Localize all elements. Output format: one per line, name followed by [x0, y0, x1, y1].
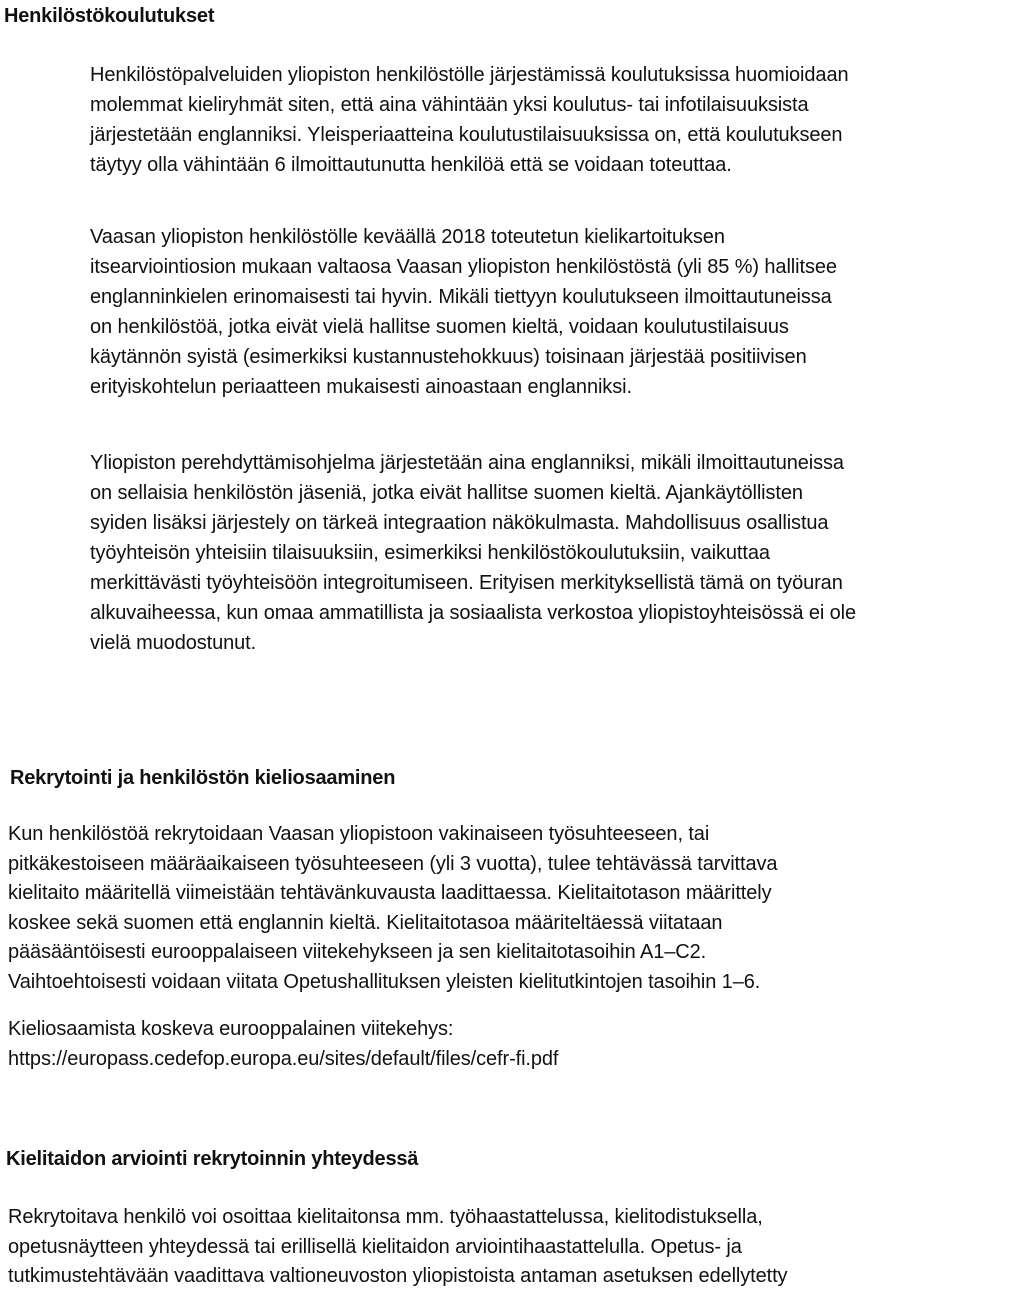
paragraph-line: Vaihtoehtoisesti voidaan viitata Opetushallituksen yleisten kielitutkintojen tasoihin 1–6.	[8, 970, 761, 993]
paragraph-line: tutkimustehtävään vaadittava valtioneuvoston yliopistoista antaman asetuksen edellytetty	[8, 1265, 788, 1287]
paragraph-line: Kieliosaamista koskeva eurooppalainen viitekehys:	[8, 1018, 454, 1040]
paragraph-cefr-reference	[8, 1015, 558, 1074]
paragraph-line: englanninkielen erinomaisesti tai hyvin. Mikäli tiettyyn koulutukseen ilmoittautuneissa	[90, 286, 832, 308]
paragraph-language-assessment	[8, 1203, 787, 1292]
paragraph-line: Rekrytoitava henkilö voi osoittaa kielitaitonsa mm. työhaastattelussa, kielitodistuksella,	[8, 1206, 763, 1228]
paragraph-line: työyhteisön yhteisiin tilaisuuksiin, esimerkiksi henkilöstökoulutuksiin, vaikuttaa	[90, 542, 770, 564]
paragraph-line: molemmat kieliryhmät siten, että aina vähintään yksi koulutus- tai infotilaisuuksista	[90, 94, 809, 116]
paragraph-line: täytyy olla vähintään 6 ilmoittautunutta henkilöä että se voidaan toteuttaa.	[90, 154, 732, 176]
paragraph-line: Vaasan yliopiston henkilöstölle keväällä 2018 toteutetun kielikartoituksen	[90, 226, 725, 248]
paragraph-line: syiden lisäksi järjestely on tärkeä integraation näkökulmasta. Mahdollisuus osallistua	[90, 512, 829, 534]
paragraph-training-languages	[90, 60, 849, 180]
paragraph-line: on sellaisia henkilöstön jäseniä, jotka eivät hallitse suomen kieltä. Ajankäytöllisten	[90, 482, 803, 504]
cefr-url-text: https://europass.cedefop.europa.eu/sites/default/files/cefr-fi.pdf	[8, 1047, 559, 1070]
paragraph-line: Yliopiston perehdyttämisohjelma järjestetään aina englanniksi, mikäli ilmoittautuneissa	[90, 452, 844, 474]
paragraph-recruitment-language-skills	[8, 820, 777, 997]
paragraph-line: on henkilöstöä, jotka eivät vielä hallitse suomen kieltä, voidaan koulutustilaisuus	[90, 316, 789, 338]
paragraph-line: vielä muodostunut.	[90, 632, 257, 654]
paragraph-language-survey	[90, 222, 837, 402]
paragraph-line: Kun henkilöstöä rekrytoidaan Vaasan yliopistoon vakinaiseen työsuhteeseen, tai	[8, 823, 710, 845]
paragraph-line: järjestetään englanniksi. Yleisperiaatteina koulutustilaisuuksissa on, että koulutukseen	[90, 124, 843, 146]
paragraph-line: itsearviointiosion mukaan valtaosa Vaasan yliopiston henkilöstöstä (yli 85 %) hallitsee	[90, 256, 837, 278]
paragraph-line: merkittävästi työyhteisöön integroitumiseen. Erityisen merkityksellistä tämä on työuran	[90, 572, 843, 594]
paragraph-orientation-program	[90, 448, 856, 658]
paragraph-line: opetusnäytteen yhteydessä tai erillisellä kielitaidon arviointihaastattelulla. Opetus- ja	[8, 1235, 742, 1258]
paragraph-line: erityiskohtelun periaatteen mukaisesti ainoastaan englanniksi.	[90, 376, 632, 398]
paragraph-line: käytännön syistä (esimerkiksi kustannustehokkuus) toisinaan järjestää positiivisen	[90, 346, 807, 368]
paragraph-line: Henkilöstöpalveluiden yliopiston henkilöstölle järjestämissä koulutuksissa huomioidaan	[90, 64, 849, 86]
section-heading-rekrytointi: Rekrytointi ja henkilöstön kieliosaaminen	[10, 767, 396, 789]
paragraph-line: pitkäkestoiseen määräaikaiseen työsuhteeseen (yli 3 vuotta), tulee tehtävässä tarvittava	[8, 852, 778, 875]
paragraph-line: pääsääntöisesti eurooppalaiseen viitekehykseen ja sen kielitaitotasoihin A1–C2.	[8, 941, 707, 963]
paragraph-line: kielitaito määritellä viimeistään tehtävänkuvausta laadittaessa. Kielitaitotason määrittely	[8, 882, 772, 904]
section-heading-kielitaidon-arviointi: Kielitaidon arviointi rekrytoinnin yhteydessä	[6, 1148, 419, 1170]
paragraph-line: koskee sekä suomen että englannin kieltä. Kielitaitotasoa määriteltäessä viitataan	[8, 911, 723, 934]
section-heading-henkilostokoulutukset: Henkilöstökoulutukset	[4, 5, 215, 27]
paragraph-line: alkuvaiheessa, kun omaa ammatillista ja sosiaalista verkostoa yliopistoyhteisössä ei ole	[90, 602, 857, 624]
